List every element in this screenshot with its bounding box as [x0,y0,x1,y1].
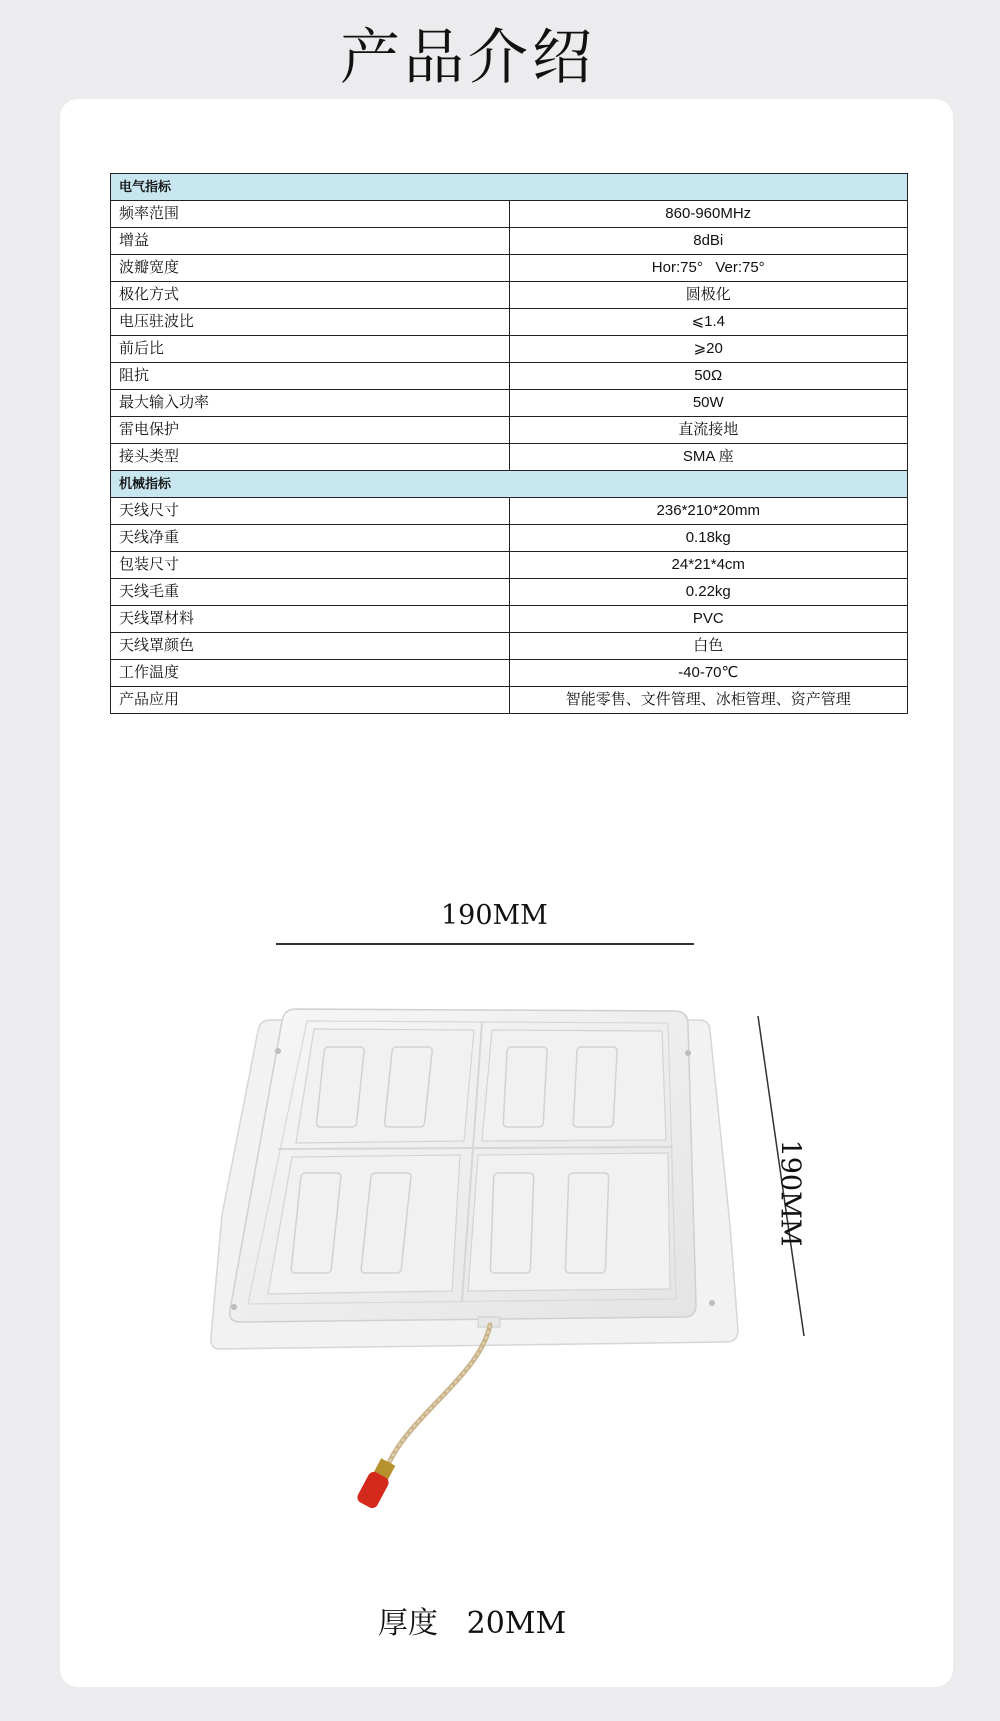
spec-value: 智能零售、文件管理、冰柜管理、资产管理 [509,687,908,714]
table-row [111,282,908,309]
table-row [111,417,908,444]
spec-label: 产品应用 [111,687,510,714]
table-row [111,606,908,633]
spec-label: 频率范围 [111,201,510,228]
spec-label: 接头类型 [111,444,510,471]
spec-label: 天线净重 [111,525,510,552]
spec-value: Hor:75° Ver:75° [509,255,908,282]
spec-value: ⩾20 [509,336,908,363]
spec-label: 天线尺寸 [111,498,510,525]
thickness-title: 厚度 [378,1606,438,1641]
spec-label: 极化方式 [111,282,510,309]
spec-value: SMA 座 [509,444,908,471]
spec-label: 前后比 [111,336,510,363]
spec-value: 50Ω [509,363,908,390]
width-dimension-line [276,943,694,945]
table-row [111,363,908,390]
spec-value: 白色 [509,633,908,660]
antenna-product-illustration [210,995,750,1575]
table-row [111,552,908,579]
table-row [111,228,908,255]
thickness-value: 20MM [466,1606,567,1641]
spec-label: 工作温度 [111,660,510,687]
spec-value: 圆极化 [509,282,908,309]
spec-value: 236*210*20mm [509,498,908,525]
spec-value: 50W [509,390,908,417]
section-header-electrical [111,174,908,201]
section-header-label: 电气指标 [111,174,908,201]
page-title: 产品介绍 [340,23,596,93]
spec-value: 24*21*4cm [509,552,908,579]
table-row [111,255,908,282]
width-dimension-label: 190MM [441,900,548,931]
spec-value: PVC [509,606,908,633]
table-row [111,498,908,525]
spec-label: 天线罩材料 [111,606,510,633]
spec-label: 电压驻波比 [111,309,510,336]
table-row [111,336,908,363]
spec-value: ⩽1.4 [509,309,908,336]
spec-label: 天线罩颜色 [111,633,510,660]
height-dimension-label: 190MM [774,1139,806,1247]
spec-label: 增益 [111,228,510,255]
table-row [111,579,908,606]
spec-label: 天线毛重 [111,579,510,606]
table-row [111,309,908,336]
spec-label: 波瓣宽度 [111,255,510,282]
table-row [111,390,908,417]
section-header-mechanical [111,471,908,498]
spec-table [110,173,908,714]
table-row [111,444,908,471]
section-header-label: 机械指标 [111,471,908,498]
spec-value: 直流接地 [509,417,908,444]
spec-label: 阻抗 [111,363,510,390]
table-row [111,660,908,687]
spec-label: 包装尺寸 [111,552,510,579]
table-row [111,687,908,714]
spec-value: 0.18kg [509,525,908,552]
spec-value: 860-960MHz [509,201,908,228]
table-row [111,633,908,660]
spec-value: -40-70℃ [509,660,908,687]
spec-value: 0.22kg [509,579,908,606]
table-row [111,201,908,228]
spec-label: 最大输入功率 [111,390,510,417]
spec-value: 8dBi [509,228,908,255]
table-row [111,525,908,552]
thickness-label [378,1598,566,1642]
spec-label: 雷电保护 [111,417,510,444]
